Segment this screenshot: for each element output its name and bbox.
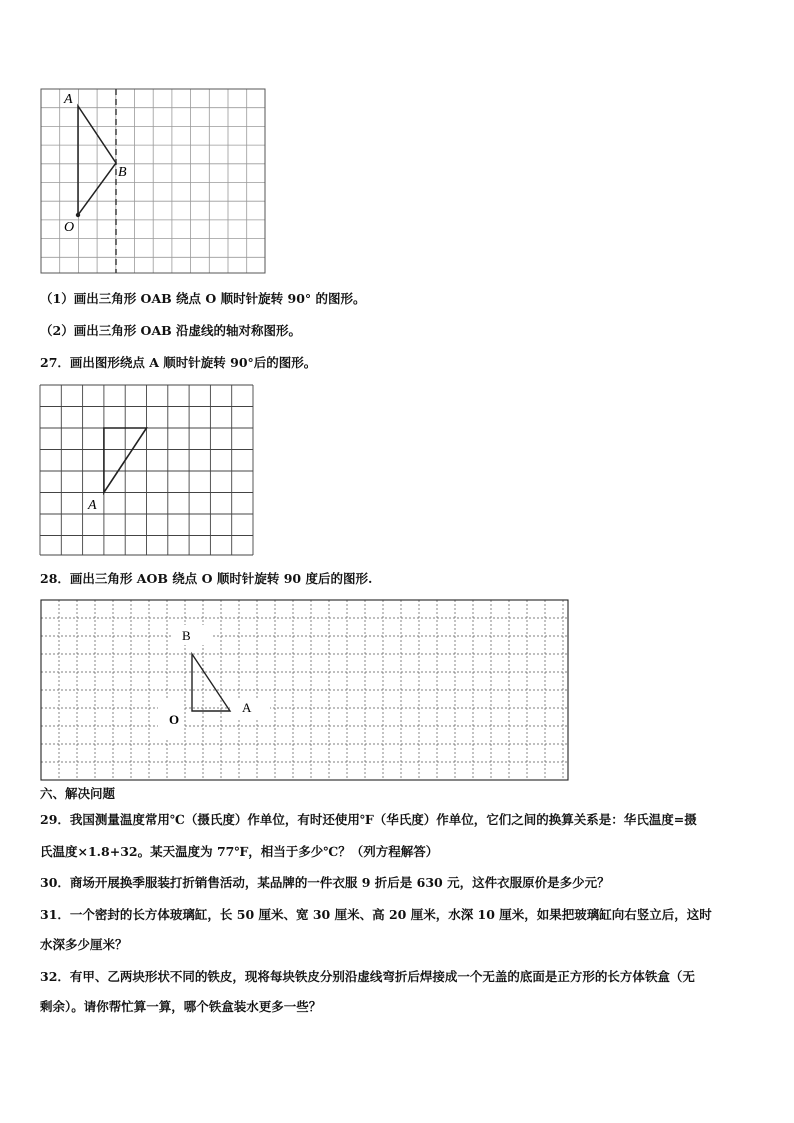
figure-2-gridlines [40,385,253,555]
q26-part2: （2）画出三角形 OAB 沿虚线的轴对称图形。 [40,323,302,338]
label-o: O [64,220,75,235]
q27-text: 27．画出图形绕点 A 顺时针旋转 90°后的图形。 [40,355,317,370]
label-o: O [169,712,180,727]
label-b: B [182,628,191,643]
section-6-heading: 六、解决问题 [40,786,116,801]
figure-3-border [41,600,568,780]
label-a: A [64,92,73,107]
q26-part1: （1）画出三角形 OAB 绕点 O 顺时针旋转 90° 的图形。 [40,291,366,306]
label-a: A [88,498,97,513]
q29-line1: 29．我国测量温度常用℃（摄氏度）作单位，有时还使用℉（华氏度）作单位，它们之间的换算关系是：华氏温度=摄 [40,812,697,827]
q31-line1: 31．一个密封的长方体玻璃缸，长 50 厘米、宽 30 厘米、高 20 厘米，水深 10 厘米，如果把玻璃缸向右竖立后，这时 [40,907,712,922]
label-a: A [242,700,252,715]
point-o [76,213,80,217]
figure-3-gridlines [41,600,568,780]
q29-line2: 氏温度×1.8+32。某天温度为 77℉，相当于多少℃？（列方程解答） [40,844,439,859]
triangle-aob [192,654,230,711]
figure-1-gridlines [41,89,265,273]
q30-text: 30．商场开展换季服装打折销售活动，某品牌的一件衣服 9 折后是 630 元，这件衣服原价是多少元？ [40,875,610,890]
q32-line1: 32．有甲、乙两块形状不同的铁皮，现将每块铁皮分别沿虚线弯折后焊接成一个无盖的底面是正方形的长方体铁盒（无 [40,969,695,984]
figure-3-grid [38,597,571,783]
label-b: B [118,165,127,180]
label-b-backdrop [173,625,211,645]
q28-text: 28．画出三角形 AOB 绕点 O 顺时针旋转 90 度后的图形. [40,571,373,586]
q32-line2: 剩余）。请你帮忙算一算，哪个铁盒装水更多一些？ [40,999,322,1014]
figure-2-grid [38,382,256,558]
q31-line2: 水深多少厘米？ [40,937,128,952]
figure-1-grid [36,86,268,276]
